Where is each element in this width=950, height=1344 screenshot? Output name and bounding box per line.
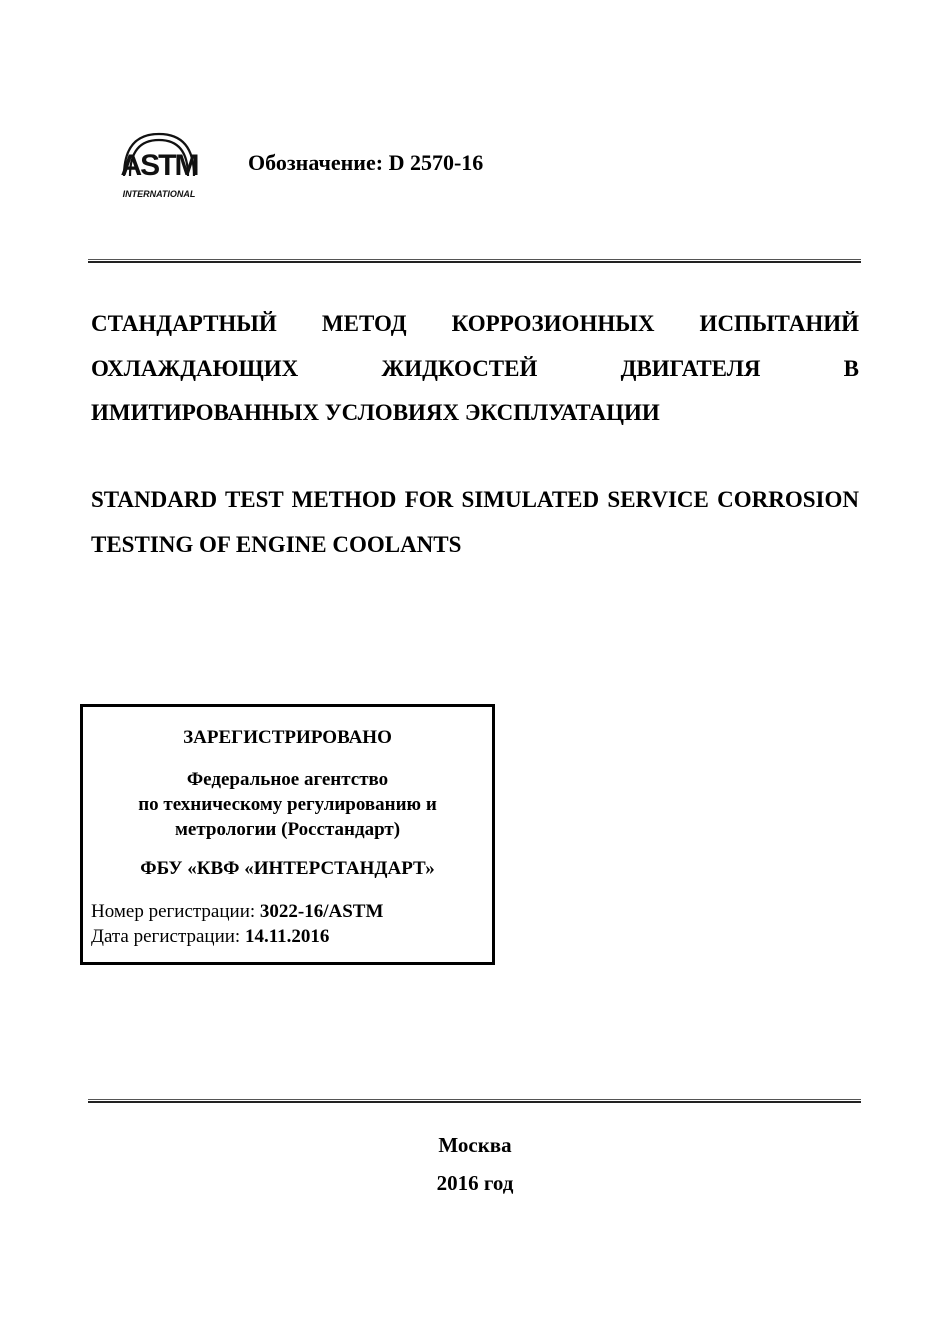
registration-date-row xyxy=(91,924,383,949)
registration-number-label: Номер регистрации: xyxy=(91,901,256,922)
registration-agency xyxy=(83,767,492,842)
svg-text:ASTM: ASTM xyxy=(120,149,198,182)
registration-date-label: Дата регистрации: xyxy=(91,926,241,947)
registration-organization: ФБУ «КВФ «ИНТЕРСТАНДАРТ» xyxy=(140,858,435,879)
footer-year: 2016 год xyxy=(436,1171,514,1195)
title-english: STANDARD TEST METHOD FOR SIMULATED SERVICE CORROSION TESTING OF ENGINE COOLANTS xyxy=(91,487,859,557)
registration-number-row xyxy=(91,899,383,924)
registration-heading: ЗАРЕГИСТРИРОВАНО xyxy=(183,727,392,748)
title-russian: СТАНДАРТНЫЙ МЕТОД КОРРОЗИОННЫХ ИСПЫТАНИЙ ОХЛАЖДАЮЩИХ ЖИДКОСТЕЙ ДВИГАТЕЛЯ В ИМИТИРОВАННЫХ УСЛОВИЯХ ЭКСПЛУАТАЦИИ xyxy=(91,311,859,425)
agency-line-2: по техническому регулированию и xyxy=(138,794,437,815)
footer-city: Москва xyxy=(438,1133,512,1157)
bottom-divider xyxy=(88,1099,861,1103)
registration-stamp xyxy=(80,704,495,965)
astm-logo-icon xyxy=(116,128,202,202)
top-divider xyxy=(88,259,861,263)
logo-international-text: INTERNATIONAL xyxy=(122,189,196,199)
registration-date-value: 14.11.2016 xyxy=(244,926,330,947)
registration-fields xyxy=(91,899,383,949)
agency-line-3: метрологии (Росстандарт) xyxy=(174,819,401,840)
astm-logo xyxy=(116,128,202,202)
document-designation: Обозначение: D 2570-16 xyxy=(248,150,484,175)
agency-line-1: Федеральное агентство xyxy=(186,769,389,790)
registration-number-value: 3022-16/ASTM xyxy=(259,901,384,922)
